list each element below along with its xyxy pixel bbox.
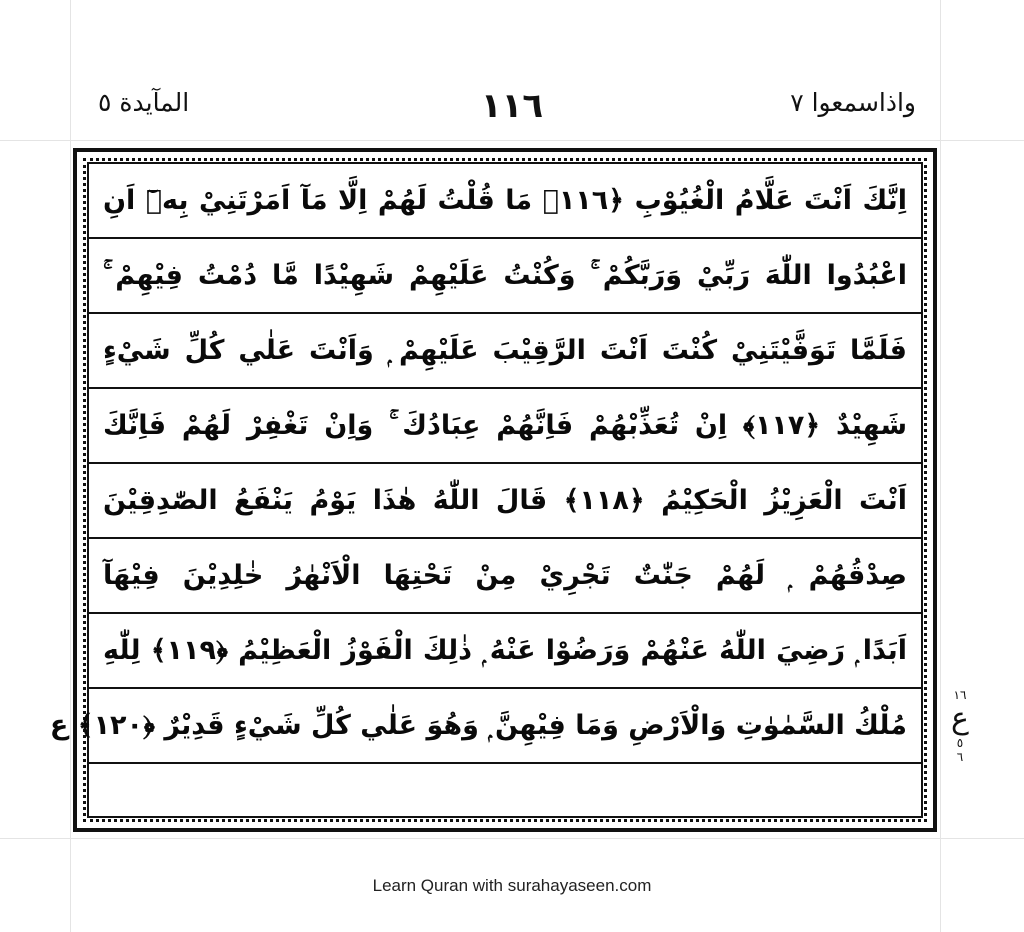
text-line	[89, 539, 921, 614]
ruku-middle-number: ٥	[956, 736, 964, 750]
line-text: شَهِيْدٌ ﴿١١٧﴾ اِنْ تُعَذِّبْهُمْ فَاِنَّهُمْ عِبَادُكَ ۚ وَاِنْ تَغْفِرْ لَهُمْ فَاِنَّكَ	[103, 409, 907, 441]
text-line-empty	[89, 764, 921, 839]
line-text: فَلَمَّا تَوَفَّيْتَنِيْ كُنْتَ اَنْتَ الرَّقِيْبَ عَلَيْهِمْ ۭ وَاَنْتَ عَلٰي كُلِّ شَيْءٍ	[103, 334, 907, 366]
header-guide	[0, 140, 1024, 141]
ruku-top-number: ١٦	[953, 688, 967, 702]
text-line	[89, 614, 921, 689]
para-title: واذاسمعوا ٧	[790, 88, 916, 117]
text-line	[49, 689, 921, 764]
line-text: صِدْقُهُمْ ۭ لَهُمْ جَنّٰتٌ تَجْرِيْ مِنْ تَحْتِهَا الْاَنْهٰرُ خٰلِدِيْنَ فِيْهَآ	[103, 559, 907, 591]
ruku-bottom-number: ٦	[956, 750, 964, 764]
text-line	[89, 314, 921, 389]
text-line	[89, 464, 921, 539]
page-number: ١١٦	[480, 86, 544, 126]
surah-title: المآيدة ٥	[98, 88, 190, 117]
line-text: اِنَّكَ اَنْتَ عَلَّامُ الْغُيُوْبِ ﴿١١٦﴾ مَا قُلْتُ لَهُمْ اِلَّا مَآ اَمَرْتَنِيْ بِهٖٓ اَنِ	[103, 185, 907, 216]
text-block	[49, 162, 923, 818]
text-line	[89, 389, 921, 464]
ruku-marker	[940, 688, 980, 764]
text-line	[89, 239, 921, 314]
text-line	[89, 164, 921, 239]
line-text: اعْبُدُوا اللّٰهَ رَبِّيْ وَرَبَّكُمْ ۚ وَكُنْتُ عَلَيْهِمْ شَهِيْدًا مَّا دُمْتُ فِيْهِمْ ۚ	[103, 259, 907, 291]
line-text: اَنْتَ الْعَزِيْزُ الْحَكِيْمُ ﴿١١٨﴾ قَالَ اللّٰهُ هٰذَا يَوْمُ يَنْفَعُ الصّٰدِقِيْنَ	[103, 485, 907, 516]
line-text: اَبَدًا ۭ رَضِيَ اللّٰهُ عَنْهُمْ وَرَضُوْا عَنْهُ ۭ ذٰلِكَ الْفَوْزُ الْعَظِيْمُ ﴿١١٩﴾ لِلّٰهِ	[103, 634, 907, 666]
page-frame	[49, 148, 937, 832]
line-text: مُلْكُ السَّمٰوٰتِ وَالْاَرْضِ وَمَا فِيْهِنَّ ۭ وَهُوَ عَلٰي كُلِّ شَيْءٍ قَدِيْرٌ ﴿١٢٠﴾ ع	[49, 709, 907, 741]
ruku-symbol: ع	[951, 701, 969, 736]
footer-credit: Learn Quran with surahayaseen.com	[372, 876, 652, 895]
